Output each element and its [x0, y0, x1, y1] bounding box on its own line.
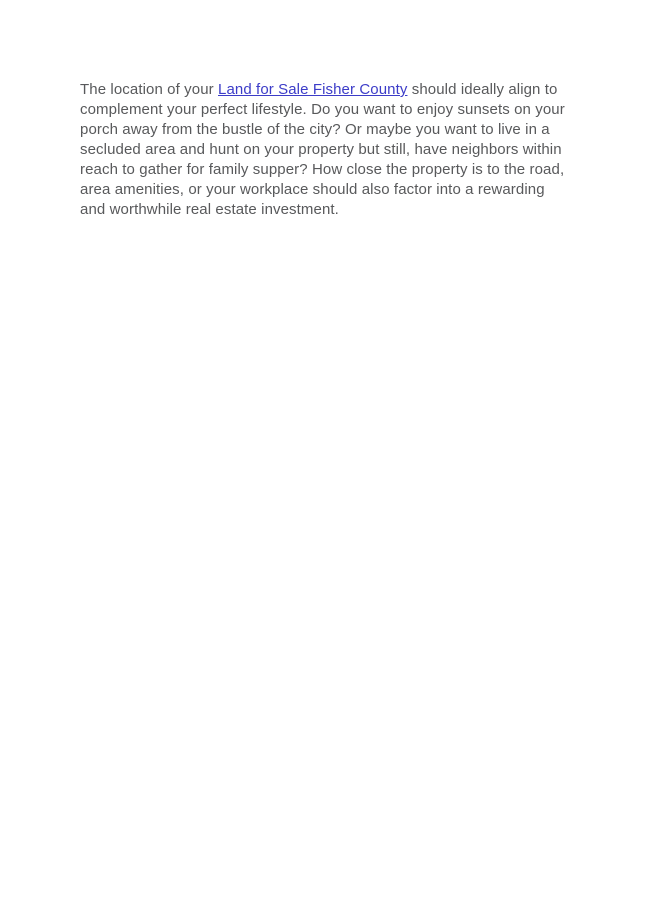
paragraph-text-after-link: should ideally align to complement your perfect lifestyle. Do you want to enjoy sunsets on your porch away from the bustle of the city? Or maybe you want to live in a secluded area and hunt on your property but still, have neighbors within reach to gather for family supper? How close the property is to the road, area amenities, or your workplace should also factor into a rewarding and worthwhile real estate investment.	[80, 81, 565, 218]
paragraph-text-before-link: The location of your	[80, 81, 219, 98]
body-paragraph	[80, 80, 574, 220]
land-for-sale-fisher-county-link[interactable]: Land for Sale Fisher County	[218, 81, 408, 98]
